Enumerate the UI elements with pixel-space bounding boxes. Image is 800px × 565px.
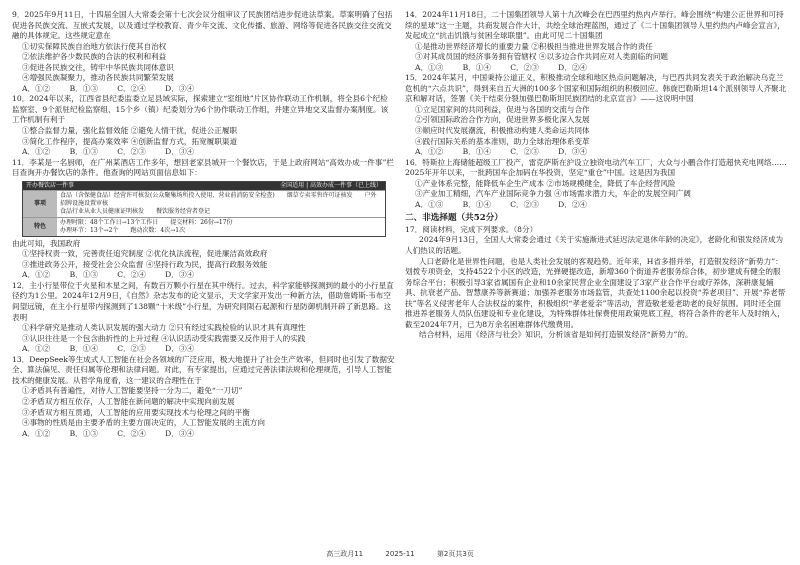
question-14 [405,10,788,73]
option: ③简化工作程序，提高办案效率 ④创新监督方式，拓宽履职渠道 [22,136,238,146]
question-stem: 14．2024年11月18日，二十国集团领导人第十九次峰会在巴西里约热内卢举行。峰会围绕“构建公正世界和可持续的星球”这一主题，共商发展合作大计，共绘全球治理蓝图，通过了《二十国集团领导人里约热内卢峰会宣言》，发起成立“抗击饥饿与贫困全球联盟”。由此可见二十国集团 [405,10,785,41]
row-item: 办理环节：13个→2个 [60,226,119,234]
row-item: 食品行业从业人员健康证明核发 [60,207,145,215]
row-content [57,191,385,217]
question-stem: 10．2024年以来，江西省县纪委监委立足县域实际，探索建立“室组地”片区协作联动工作机制，将全县6个纪检监察室、9个派驻纪检监察组、15个乡（镇）纪委划分为6个协作联动工作组，并建立异地交叉监督办案制度。该工作机制有利于 [12,94,389,125]
right-column [405,10,788,341]
option: ①科学研究是推动人类认识发展的强大动力 ②只有经过实践检验的认识才具有真理性 [22,323,306,333]
option: ①坚持权责一致，完善责任追究制度 ②优化执法流程，促进廉洁高效政府 [22,249,268,259]
question-16 [405,158,788,211]
row-label: 事项 [23,191,57,217]
option: ③顺应时代发展潮流，积极推动构建人类命运共同体 [415,126,590,136]
option: ③促进各民族交往，铸牢中华民族共同体意识 [22,62,174,72]
row-label: 特色 [23,218,57,236]
question-12 [12,281,395,355]
answer-choices: A．①② B．①③ C．②③ D．③④ [22,147,195,157]
table-row [23,217,385,236]
option: ①产业体系完整，能降低车企生产成本 ②市场规模健全，降低了车企经营风险 [415,178,676,188]
question-prompt: 结合材料，运用《经济与社会》知识，分析该省是如何打造银发经济“新势力”的。 [419,330,693,340]
table-row [23,190,385,217]
question-11 [12,158,395,281]
question-stem: 9．2025年9月11日，十四届全国人大常委会第十七次会议分组审议了民族团结进步促进法草案。草案明确了包括促进各民族交流、互嵌式发展，以及通过学校教育、青少年交流、文化传播、旅游、网络等促进各民族交往交流交融的具体规定。这些规定意在 [12,10,393,41]
question-stem: 15．2024年某月，中国秉持公道正义，积极推动全球和地区热点问题解决，与巴西共同发表关于政治解决乌克兰危机的“六点共识”，得到来自五大洲的100多个国家和国际组织的积极回应。韩旋巴勒斯坦14个派别领导人齐聚北京和解对话，签署《关于结束分裂加强巴勒斯坦民族团结的北京宣言》——这说明中国 [405,73,787,104]
question-stem: 13．DeepSeek等生成式人工智能在社会各领域的广泛应用，极大地提升了社会生产效率，但同时也引发了数据安全、算法偏见、责任归属等伦理和法律问题。对此，有专家提出，应通过完善法律法规和伦理规范，引导人工智能技术的健康发展。从哲学角度看，这一建议的合理性在于 [12,354,395,385]
question-stem: 12．主小行星带位于火星和木星之间，有数百万颗小行星在其中绕行。过去，科学家能够探测到的最小的小行星直径约为1公里。2024年12月9日，《自然》杂志发布的论文显示，天文学家开发出一种新方法，借助詹姆斯·韦布空间望远镜，在主小行星带内探测到了138颗“十米级”小行星，为研究同陨石起源和行星防御机制开辟了新思路。这表明 [12,280,394,322]
material-paragraph: 2024年9月13日，全国人大常委会通过《关于实施渐进式延迟法定退休年龄的决定》，老龄化和银发经济成为人们热议的话题。 [405,235,784,256]
page-footer [0,549,800,559]
row-item: 提交材料：26份→17份 [170,218,233,226]
service-info-table [22,181,386,237]
option: ①整合监督力量，强化监督效能 ②避免人情干扰，促进公正履职 [22,126,238,136]
table-header [23,182,385,190]
row-item: 户外招牌设施设置审核 [60,191,377,207]
answer-choices: A．①② B．①④ C．②③ D．③④ [22,344,195,354]
section-title: 二、非选择题（共52分） [405,213,503,224]
question-stem: 11．李某是一名厨师，在广州某酒店工作多年，想回老家县城开一个餐饮店，于是上政府网站“高效办成一件事”栏目查询开办餐饮店的条件。他查询的网站页面信息如下： [12,157,394,178]
answer-choices: A．①② B．①③ C．②④ D．③④ [22,83,195,93]
option: ④事物的性质是由主要矛盾的主要方面决定的，人工智能发展的主流方向 [22,418,265,428]
option: ①切实保障民族自治地方依法行使其自治权 [22,41,167,51]
footer-subject: 高三政月11 [326,550,364,558]
table-title: 开办餐饮店一件事 [26,181,75,189]
question-17-head: 17．阅读材料，完成下列要求。（8分） [405,224,538,234]
material-paragraph: 人口老龄化是世界性问题，也是人类社会发展的客观趋势。近年来，H省多措并举，打造银发经济“新势力”：划拨专项资金，支持4522个小区的改造，光弹硬提改造，新增360个街道养老服务综合体，初步建成有健全的服务综合平台；积极引导3家省属国有企业和10余家民营企业全面建设了3家产业合作平台或疗养体，深耕康复辅具、抗衰老产品、智慧康养等新赛道；加强养老服务市场监管，共查处1100余起以投资“养老项目”、开展“养老帮扶”等名义侵害老年人合法权益的案件，积极组织“孝老爱亲”等活动，营造敬老爱老助老的良好氛围。同时还全面推进养老服务人员队伍建设和专业化建设，为特殊群体社保费使用政策兜底工程，将符合条件的老年人及时纳入，截至2024年7月，已为8万余名困难群体代缴费用。 [405,256,786,329]
option: ③矛盾双方相互贯通，人工智能的应用要实现技术与伦理之间的平衡 [22,407,250,417]
question-15 [405,73,788,157]
row-item: 办理时限：48个工作日→13个工作日 [60,218,159,226]
question-9 [12,10,395,94]
option: ④增强民族凝聚力，推动各民族共同繁荣发展 [22,73,174,83]
row-item: 烟草专卖零售许可证核发 [286,191,353,199]
option: ③对其成员国的经济事务拥有管辖权 ④以多边合作共同应对人类面临的问题 [415,52,669,62]
section-2 [405,213,788,341]
row-item: 餐饮服务经营者登记 [155,207,210,215]
option: ②矛盾双方相互依存，人工智能在新问题的解决中实现向前发展 [22,396,235,406]
footer-page: 第2页共3页 [436,550,474,558]
option: ③推进政务公开，接受社会公众监督 ④坚持行政为民，提高行政服务效能 [22,259,268,269]
question-stem: 16．特斯拉上海储能超级工厂投产，雷克萨斯在沪设立独资电动汽车工厂，大众与小鹏合作打造超快充电网络……2025年开年以来，一批跨国车企加码在华投资，坚定“重仓”中国。这是因为我国 [405,157,787,178]
option: ②依法维护各少数民族的合法的权利和利益 [22,52,167,62]
question-stem-2: 由此可知，我国政府 [12,238,81,248]
question-13 [12,355,395,439]
option: ②引领国际政治合作方向，促进世界多极化深入发展 [415,115,590,125]
option: ①是推动世界经济增长的重要力量 ②积极担当推进世界发展合作的责任 [415,41,653,51]
table-title-right: 全国适用 | 高效办成一件事（已上线） [280,181,382,189]
row-content [57,218,385,236]
answer-choices: A．①③ B．①④ C．②③ D．②④ [415,62,588,72]
answer-choices: A．①③ B．①④ C．②③ D．②④ [415,199,588,209]
option: ①立足国家间的共同利益，促进与各国的交流与合作 [415,104,590,114]
answer-choices: A．①② B．①③ C．②④ D．③④ [22,428,195,438]
option: ①矛盾具有普遍性，对待人工智能要坚持一分为二，避免“一刀切” [22,386,243,396]
row-item: 跑动次数：4次→1次 [130,226,186,234]
answer-choices: A．①② B．①④ C．②③ D．③④ [415,147,588,157]
left-column [12,10,395,439]
option: ③认识往往是一个包含曲折性的上升过程 ④认识活动受实践需要又反作用于人的实践 [22,333,306,343]
footer-date: 2025-11 [385,550,415,558]
question-10 [12,94,395,157]
answer-choices: A．①② B．①③ C．②④ D．③④ [22,270,195,280]
row-item: 食品（含保健食品）经营许可核发(公众聚集场所投入使用、营业前消防安全检查) [60,191,275,199]
option: ③产业加工精细，汽车产业国际竞争力强 ④市场需求潜力大，车企的发展空间广阔 [415,189,691,199]
option: ④践行国际关系的基本准则，助力全球治理体系变革 [415,136,590,146]
